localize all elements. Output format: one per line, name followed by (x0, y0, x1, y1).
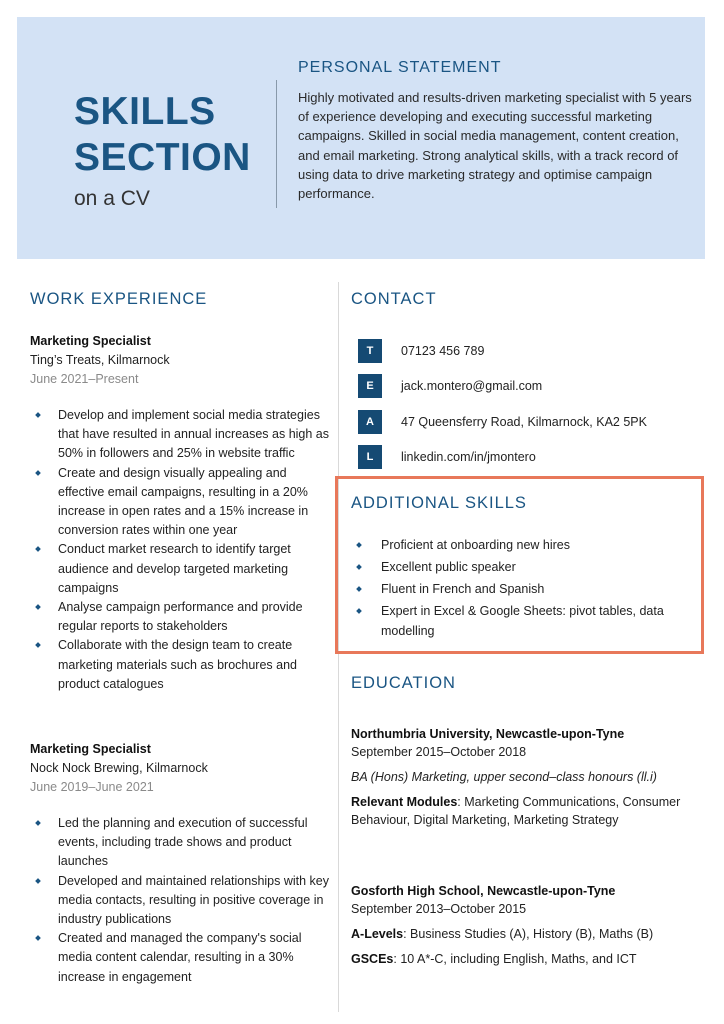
address-badge-icon: A (358, 410, 382, 434)
header-banner (17, 17, 705, 259)
bullet-diamond-icon (356, 542, 362, 548)
list-item (30, 464, 330, 541)
list-item (353, 600, 683, 641)
contact-address (358, 404, 647, 440)
skills-list (353, 534, 683, 641)
contact-email-text: jack.montero@gmail.com (401, 379, 543, 394)
contact-email (358, 369, 647, 405)
additional-skills-heading: ADDITIONAL SKILLS (351, 494, 527, 512)
email-badge-icon: E (358, 374, 382, 398)
university-name: Northumbria University, Newcastle-upon-Tyne (351, 727, 625, 741)
bullet-diamond-icon (356, 586, 362, 592)
job-dates: June 2021–Present (30, 372, 139, 386)
bullet-text: Collaborate with the design team to create marketing materials such as brochures and product catalogues (58, 638, 298, 691)
school-name: Gosforth High School, Newcastle-upon-Tyne (351, 884, 616, 898)
list-item (30, 636, 330, 694)
bullet-diamond-icon (35, 935, 41, 941)
list-item (30, 872, 330, 930)
modules-text: : Marketing Communications, Consumer Behaviour, Digital Marketing, Marketing Strategy (351, 795, 681, 827)
contact-phone-text: 07123 456 789 (401, 343, 485, 358)
bullet-diamond-icon (35, 470, 41, 476)
education-heading: EDUCATION (351, 674, 456, 692)
contact-linkedin-text: linkedin.com/in/jmontero (401, 450, 536, 465)
education-university (351, 725, 691, 829)
work-experience-heading: WORK EXPERIENCE (30, 290, 208, 308)
contact-list (358, 333, 647, 475)
skill-text: Fluent in French and Spanish (381, 582, 545, 596)
cv-title (74, 89, 251, 211)
job-bullets (30, 814, 330, 987)
bullet-diamond-icon (35, 820, 41, 826)
bullet-text: Conduct market research to identify target audience and develop targeted marketing campaigns (58, 542, 291, 595)
list-item (30, 814, 330, 872)
title-line-1: SKILLS (74, 90, 216, 133)
phone-badge-icon: T (358, 339, 382, 363)
job-entry (30, 332, 330, 694)
job-title: Marketing Specialist (30, 334, 151, 348)
list-item (30, 929, 330, 987)
bullet-diamond-icon (356, 608, 362, 614)
job-dates: June 2019–June 2021 (30, 780, 154, 794)
alevels-text: : Business Studies (A), History (B), Maths (B) (403, 927, 654, 941)
skill-text: Proficient at onboarding new hires (381, 538, 571, 552)
relevant-modules (351, 793, 691, 829)
title-line-2: SECTION (74, 136, 251, 179)
bullet-diamond-icon (35, 547, 41, 553)
gcses-label: GSCEs (351, 952, 394, 966)
bullet-text: Created and managed the company's social media content calendar, resulting in a 30% increase in engagement (58, 931, 302, 984)
bullet-text: Analyse campaign performance and provide regular reports to stakeholders (58, 600, 303, 634)
modules-label: Relevant Modules (351, 795, 458, 809)
skill-text: Excellent public speaker (381, 560, 516, 574)
bullet-text: Create and design visually appealing and effective email campaigns, resulting in a 20% increase in open rates and a 15% increase in conversion rates within one year (58, 465, 309, 538)
contact-linkedin (358, 440, 647, 476)
personal-statement-heading: PERSONAL STATEMENT (298, 59, 502, 76)
contact-phone (358, 333, 647, 369)
bullet-diamond-icon (35, 412, 41, 418)
job-entry (30, 740, 330, 987)
bullet-diamond-icon (35, 878, 41, 884)
linkedin-badge-icon: L (358, 445, 382, 469)
gcses-text: : 10 A*-C, including English, Maths, and ICT (393, 952, 637, 966)
school-dates: September 2013–October 2015 (351, 902, 527, 916)
job-company: Ting’s Treats, Kilmarnock (30, 353, 170, 367)
bullet-text: Develop and implement social media strategies that have resulted in annual increases as high as 50% in followers and 25% in website traffic (58, 408, 330, 461)
bullet-text: Developed and maintained relationships with key media contacts, resulting in positive coverage in industry publications (58, 873, 329, 927)
header-divider (276, 80, 277, 208)
alevels-label: A-Levels (351, 927, 404, 941)
list-item (30, 540, 330, 598)
bullet-diamond-icon (35, 604, 41, 610)
contact-heading: CONTACT (351, 290, 437, 308)
job-company: Nock Nock Brewing, Kilmarnock (30, 761, 208, 775)
personal-statement-text: Highly motivated and results-driven marketing specialist with 5 years of experience developing and executing successful marketing campaigns. Skilled in social media management, content creation, and email marketing. Strong analytical skills, with a track record of using data to drive marketing strategy and optimise campaign performance. (298, 90, 692, 202)
bullet-diamond-icon (356, 564, 362, 570)
job-title: Marketing Specialist (30, 742, 151, 756)
contact-address-text: 47 Queensferry Road, Kilmarnock, KA2 5PK (401, 414, 647, 429)
skill-text: Expert in Excel & Google Sheets: pivot tables, data modelling (381, 604, 664, 638)
bullet-text: Led the planning and execution of successful events, including trade shows and product launches (58, 816, 308, 869)
bullet-diamond-icon (35, 643, 41, 649)
university-degree: BA (Hons) Marketing, upper second–class honours (ll.i) (351, 770, 657, 784)
list-item (353, 556, 683, 578)
list-item (30, 598, 330, 636)
title-subtitle: on a CV (74, 187, 150, 210)
a-levels (351, 925, 691, 943)
list-item (30, 406, 330, 464)
list-item (353, 578, 683, 600)
job-bullets (30, 406, 330, 694)
list-item (353, 534, 683, 556)
university-dates: September 2015–October 2018 (351, 745, 527, 759)
education-school (351, 882, 691, 968)
gcses (351, 950, 691, 968)
